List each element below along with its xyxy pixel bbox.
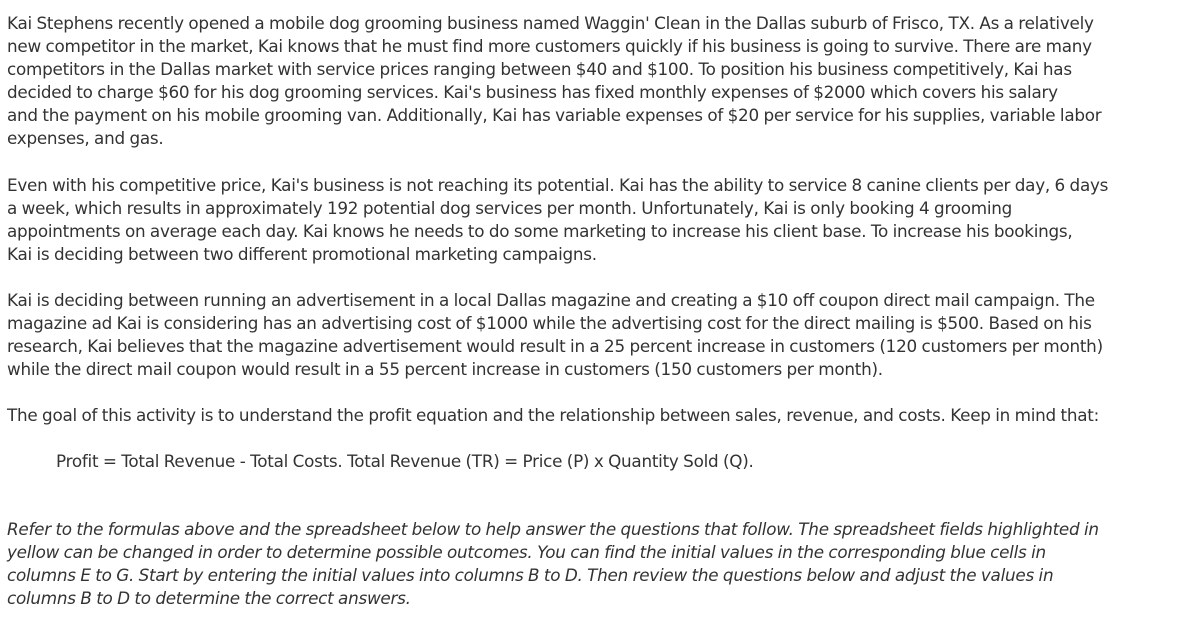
instructions-line: Refer to the formulas above and the spreadsheet below to help answer the questions that follow. The spreadsheet fields highlighted in [7, 519, 1099, 539]
intro-paragraph [7, 12, 1192, 150]
instructions-paragraph [7, 518, 1192, 610]
intro-line: and the payment on his mobile grooming van. Additionally, Kai has variable expenses of $20 per service for his supplies, variable labor [7, 105, 1102, 125]
intro-line: new competitor in the market, Kai knows that he must find more customers quickly if his business is going to survive. There are many [7, 36, 1092, 56]
profit-formula: Profit = Total Revenue - Total Costs. Total Revenue (TR) = Price (P) x Quantity Sold (Q). [56, 451, 754, 471]
campaigns-paragraph [7, 289, 1192, 381]
instructions-line: yellow can be changed in order to determine possible outcomes. You can find the initial values in the corresponding blue cells in [7, 542, 1046, 562]
potential-line: a week, which results in approximately 192 potential dog services per month. Unfortunately, Kai is only booking 4 grooming [7, 198, 1013, 218]
intro-line: decided to charge $60 for his dog grooming services. Kai's business has fixed monthly expenses of $2000 which covers his salary [7, 82, 1058, 102]
potential-paragraph [7, 174, 1192, 266]
instructions-line: columns B to D to determine the correct answers. [7, 588, 411, 608]
intro-line: Kai Stephens recently opened a mobile dog grooming business named Waggin' Clean in the Dallas suburb of Frisco, TX. As a relatively [7, 13, 1094, 33]
potential-line: appointments on average each day. Kai knows he needs to do some marketing to increase his client base. To increase his bookings, [7, 221, 1073, 241]
intro-line: expenses, and gas. [7, 128, 164, 148]
campaigns-line: while the direct mail coupon would result in a 55 percent increase in customers (150 customers per month). [7, 359, 883, 379]
potential-line: Even with his competitive price, Kai's business is not reaching its potential. Kai has the ability to service 8 canine clients per day, 6 days [7, 175, 1109, 195]
intro-line: competitors in the Dallas market with service prices ranging between $40 and $100. To position his business competitively, Kai has [7, 59, 1072, 79]
goal-line: The goal of this activity is to understand the profit equation and the relationship between sales, revenue, and costs. Keep in mind that: [7, 405, 1100, 425]
potential-line: Kai is deciding between two different promotional marketing campaigns. [7, 244, 597, 264]
goal-paragraph [7, 404, 1192, 427]
campaigns-line: Kai is deciding between running an advertisement in a local Dallas magazine and creating a $10 off coupon direct mail campaign. The [7, 290, 1095, 310]
instructions-line: columns E to G. Start by entering the initial values into columns B to D. Then review the questions below and adjust the values in [7, 565, 1054, 585]
campaigns-line: research, Kai believes that the magazine advertisement would result in a 25 percent increase in customers (120 customers per month) [7, 336, 1103, 356]
campaigns-line: magazine ad Kai is considering has an advertising cost of $1000 while the advertising cost for the direct mailing is $500. Based on his [7, 313, 1092, 333]
